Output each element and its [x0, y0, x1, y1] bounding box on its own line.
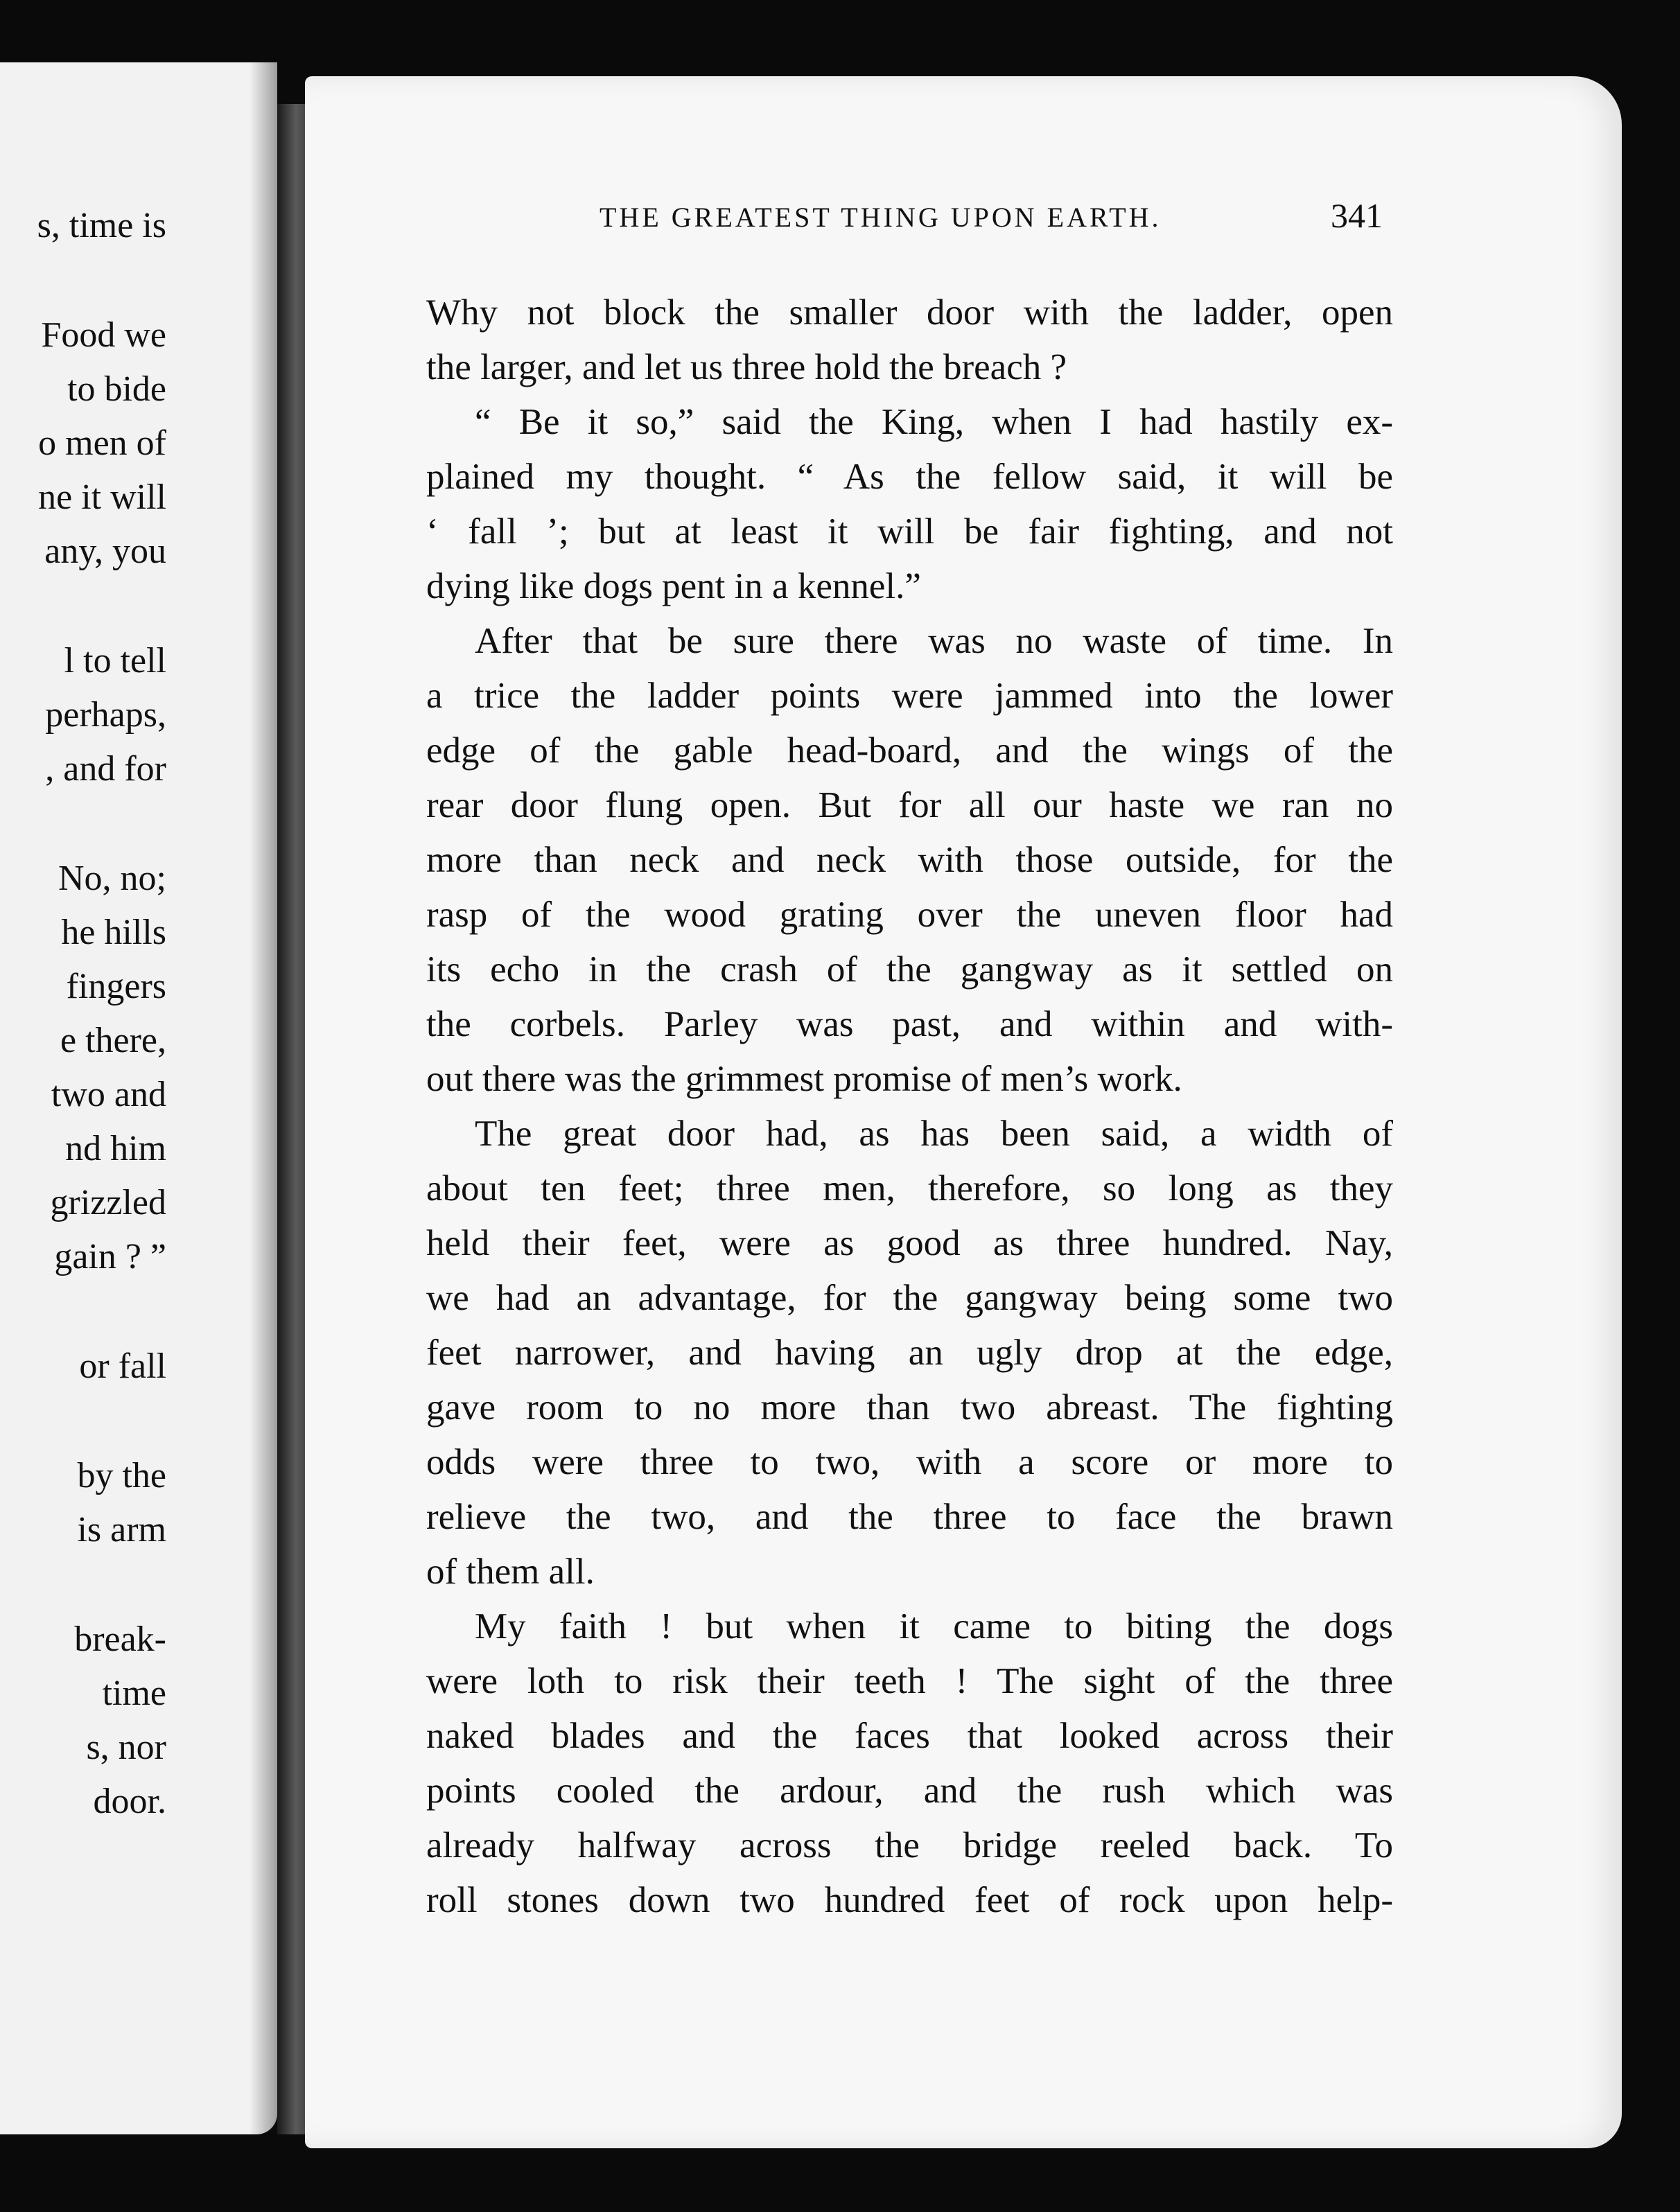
facing-page-line: by the	[77, 1456, 166, 1495]
facing-page-line: two and	[51, 1075, 166, 1114]
text-line: more than neck and neck with those outside, for the	[426, 840, 1393, 880]
text-line: My faith ! but when it came to biting the dogs	[475, 1606, 1393, 1647]
body-text	[426, 286, 1393, 1928]
text-line: held their feet, were as good as three hundred. Nay,	[426, 1223, 1393, 1263]
facing-page-line: s, nor	[86, 1728, 166, 1767]
facing-page-line: perhaps,	[45, 695, 166, 735]
page-curl-shadow	[250, 62, 277, 2134]
text-line: already halfway across the bridge reeled back. To	[426, 1825, 1393, 1866]
text-line: rasp of the wood grating over the uneven floor had	[426, 895, 1393, 935]
facing-page-line: any, you	[44, 532, 166, 571]
text-line: ‘ fall ’; but at least it will be fair fighting, and not	[426, 511, 1393, 552]
facing-page-line: fingers	[66, 967, 166, 1006]
text-line: out there was the grimmest promise of men’s work.	[426, 1059, 1182, 1099]
facing-page-line: , and for	[45, 749, 166, 789]
facing-page-line: ne it will	[38, 477, 166, 517]
facing-page-line: to bide	[67, 369, 166, 409]
text-line: Why not block the smaller door with the ladder, open	[426, 292, 1393, 333]
text-line: naked blades and the faces that looked across their	[426, 1716, 1393, 1756]
facing-page-line: s, time is	[37, 206, 166, 245]
text-line: gave room to no more than two abreast. The fighting	[426, 1387, 1393, 1428]
facing-page-line: nd him	[65, 1129, 166, 1168]
running-title: THE GREATEST THING UPON EARTH.	[600, 202, 1162, 233]
facing-page-line: gain ? ”	[54, 1237, 166, 1276]
facing-page-line: l to tell	[64, 641, 166, 681]
text-line: a trice the ladder points were jammed into the lower	[426, 676, 1393, 716]
page-number: 341	[1331, 196, 1383, 235]
text-line: odds were three to two, with a score or more to	[426, 1442, 1393, 1482]
text-line: the larger, and let us three hold the breach ?	[426, 347, 1067, 387]
text-line: we had an advantage, for the gangway being some two	[426, 1278, 1393, 1318]
facing-page-line: he hills	[61, 913, 166, 952]
text-line: plained my thought. “ As the fellow said, it will be	[426, 457, 1393, 497]
text-line: relieve the two, and the three to face the brawn	[426, 1497, 1393, 1537]
facing-page-line: grizzled	[50, 1183, 166, 1222]
book-page-right	[305, 76, 1622, 2148]
facing-page-line: e there,	[60, 1021, 166, 1060]
text-line: points cooled the ardour, and the rush which was	[426, 1771, 1393, 1811]
facing-page-line: Food we	[41, 315, 166, 355]
text-line: about ten feet; three men, therefore, so long as they	[426, 1168, 1393, 1209]
text-line: roll stones down two hundred feet of rock upon help-	[426, 1880, 1393, 1920]
facing-page-line: door.	[93, 1782, 166, 1821]
text-line: were loth to risk their teeth ! The sight of the three	[426, 1661, 1393, 1701]
facing-page-line: break-	[74, 1620, 166, 1659]
text-line: dying like dogs pent in a kennel.”	[426, 566, 921, 606]
facing-page-line: o men of	[38, 423, 166, 463]
text-line: its echo in the crash of the gangway as it settled on	[426, 949, 1393, 990]
text-line: “ Be it so,” said the King, when I had hastily ex-	[475, 402, 1393, 442]
running-head	[305, 196, 1622, 243]
text-line: the corbels. Parley was past, and within and with-	[426, 1004, 1393, 1044]
facing-page-line: is arm	[77, 1510, 166, 1550]
facing-page-left	[0, 62, 277, 2134]
text-line: The great door had, as has been said, a width of	[475, 1114, 1393, 1154]
text-line: of them all.	[426, 1552, 595, 1592]
facing-page-line: or fall	[79, 1346, 166, 1386]
text-line: After that be sure there was no waste of time. In	[475, 621, 1393, 661]
text-line: rear door flung open. But for all our haste we ran no	[426, 785, 1393, 825]
facing-page-line: time	[102, 1674, 166, 1713]
facing-page-line: No, no;	[58, 859, 166, 898]
text-line: edge of the gable head-board, and the wings of the	[426, 730, 1393, 771]
text-line: feet narrower, and having an ugly drop at the edge,	[426, 1333, 1393, 1373]
